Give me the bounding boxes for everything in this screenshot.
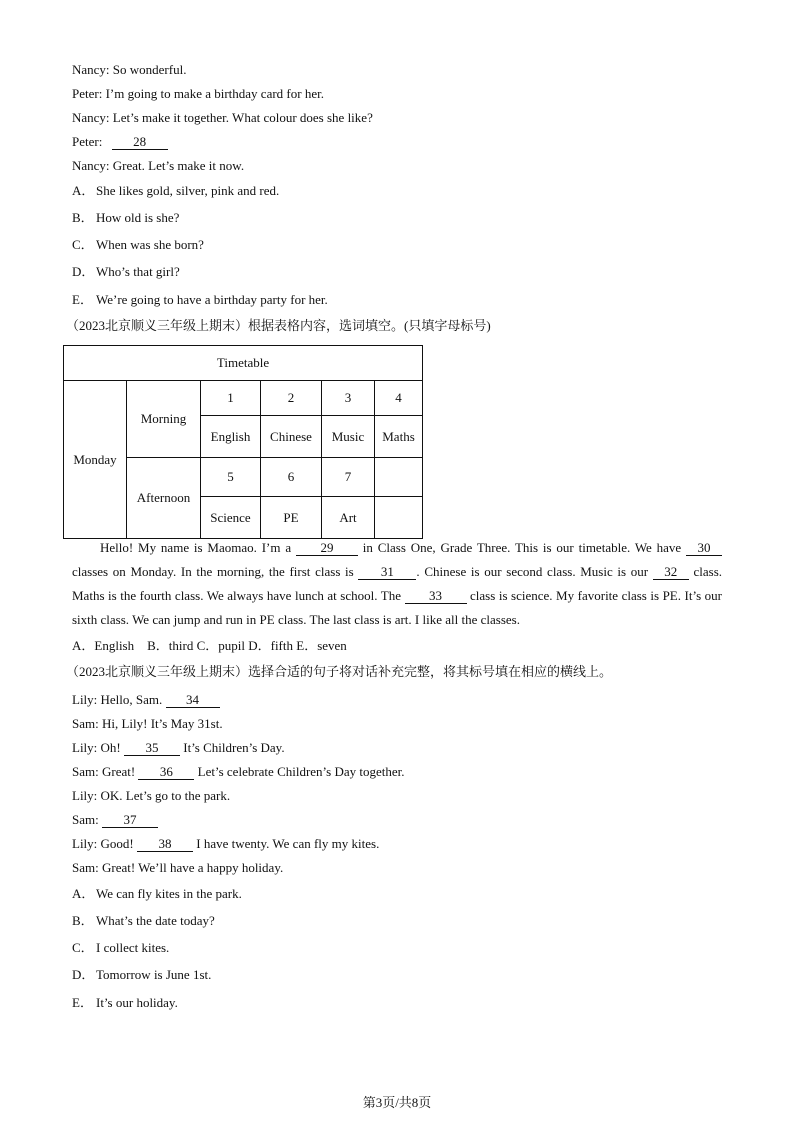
class-number — [375, 458, 423, 497]
answer-blank-32[interactable]: 32 — [653, 565, 689, 580]
dialog-line: Sam: Great! We’ll have a happy holiday. — [72, 860, 284, 875]
answer-blank-36[interactable]: 36 — [138, 765, 194, 780]
dialog-line: Peter: I’m going to make a birthday card for her. — [72, 86, 324, 101]
timetable-title: Timetable — [64, 346, 423, 381]
answer-blank-34[interactable]: 34 — [166, 693, 220, 708]
answer-blank-35[interactable]: 35 — [124, 741, 180, 756]
class-number: 4 — [375, 381, 423, 416]
dialog-line: Nancy: Let’s make it together. What colour does she like? — [72, 110, 373, 125]
option-item: E． It’s our holiday. — [72, 995, 178, 1010]
option-item: A． She likes gold, silver, pink and red. — [72, 183, 280, 198]
answer-blank-38[interactable]: 38 — [137, 837, 193, 852]
subject-cell: PE — [261, 497, 322, 539]
option-item: D． Who’s that girl? — [72, 264, 180, 279]
class-number: 2 — [261, 381, 322, 416]
option-item: A． We can fly kites in the park. — [72, 886, 242, 901]
answer-blank-30[interactable]: 30 — [686, 541, 722, 556]
dialog-line-q35: Lily: Oh! 35 It’s Children’s Day. — [72, 740, 285, 755]
class-number: 5 — [201, 458, 261, 497]
option-item: C． I collect kites. — [72, 940, 170, 955]
dialog-line-q37: Sam: 37 — [72, 812, 158, 828]
day-cell: Monday — [64, 381, 127, 539]
period-cell: Morning — [127, 381, 201, 458]
answer-blank-37[interactable]: 37 — [102, 813, 158, 828]
class-number: 3 — [322, 381, 375, 416]
option-item: D． Tomorrow is June 1st. — [72, 967, 212, 982]
answer-blank-33[interactable]: 33 — [405, 589, 467, 604]
dialog-line: Nancy: So wonderful. — [72, 62, 187, 77]
timetable — [63, 345, 423, 539]
dialog-line: Lily: OK. Let’s go to the park. — [72, 788, 231, 803]
section-instruction: （2023北京顺义三年级上期末）选择合适的句子将对话补充完整，将其标号填在相应的横线上。 — [66, 664, 613, 679]
subject-cell: Music — [322, 416, 375, 458]
subject-cell: Science — [201, 497, 261, 539]
dialog-line: Sam: Hi, Lily! It’s May 31st. — [72, 716, 223, 731]
option-item: B． How old is she? — [72, 210, 180, 225]
subject-cell: Chinese — [261, 416, 322, 458]
class-number: 6 — [261, 458, 322, 497]
dialog-line-q34: Lily: Hello, Sam. 34 — [72, 692, 220, 708]
word-options: A．English B．third C．pupil D．fifth E．seven — [72, 638, 347, 653]
class-number: 1 — [201, 381, 261, 416]
subject-cell — [375, 497, 423, 539]
period-cell: Afternoon — [127, 458, 201, 539]
dialog-line-q36: Sam: Great! 36 Let’s celebrate Children’s Day together. — [72, 764, 405, 779]
dialog-line: Nancy: Great. Let’s make it now. — [72, 158, 245, 173]
answer-blank-29[interactable]: 29 — [296, 541, 358, 556]
class-number: 7 — [322, 458, 375, 497]
dialog-line-q28 — [72, 134, 168, 150]
page-number: 第3页/共8页 — [362, 1095, 432, 1110]
answer-blank-28[interactable]: 28 — [112, 135, 168, 150]
option-item: C． When was she born? — [72, 237, 204, 252]
cloze-passage: Hello! My name is Maomao. I’m a 29 in Class One, Grade Three. This is our timetable. We have 30 classes on Monday. In the morning, the first class is 31 . Chinese is our second class. Music is our 32 class. Maths is the fourth class. We always have lunch at school. The 33 class is science. My favorite class is PE. It’s our sixth class. We can jump and run in PE class. The last class is art. I like all the classes. — [72, 540, 723, 627]
subject-cell: Art — [322, 497, 375, 539]
section-instruction: （2023北京顺义三年级上期末）根据表格内容，选词填空。(只填字母标号) — [66, 318, 491, 333]
dialog-line-q38: Lily: Good! 38 I have twenty. We can fly my kites. — [72, 836, 380, 851]
option-item: E． We’re going to have a birthday party for her. — [72, 292, 328, 307]
option-item: B． What’s the date today? — [72, 913, 215, 928]
subject-cell: Maths — [375, 416, 423, 458]
answer-blank-31[interactable]: 31 — [358, 565, 416, 580]
subject-cell: English — [201, 416, 261, 458]
speaker-prefix: Peter: — [72, 134, 103, 149]
